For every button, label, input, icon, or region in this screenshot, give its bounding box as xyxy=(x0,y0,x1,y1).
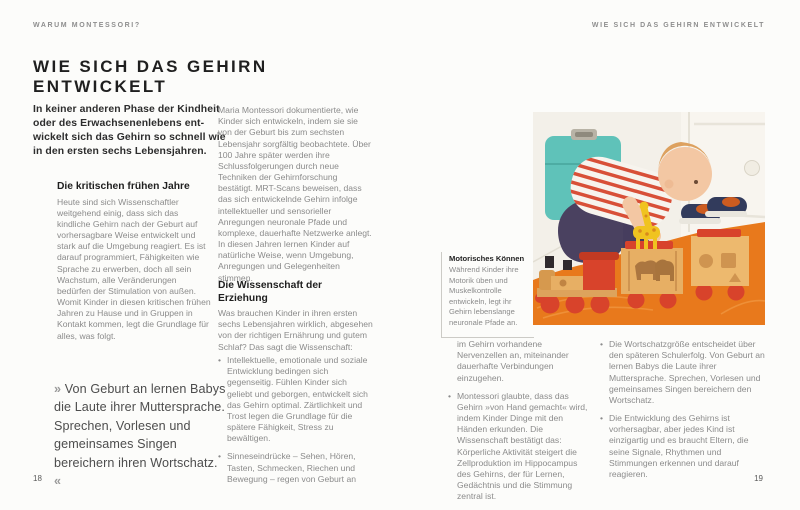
photo-caption xyxy=(441,252,534,338)
running-head-left: WARUM MONTESSORI? xyxy=(33,22,141,29)
hand-made-brain-bullet: • Montessori glaubte, dass das Gehirn »von Hand gemacht« wird, indem Kinder Dinge mit den Händen erkunden. Die Wissenschaft bestätigt das: Körperliche Aktivität steigert die Zellproduktion im Hippocampus des Gehirns, der für Lernen, Gedächtnis und die Stimmung zentral ist. xyxy=(448,391,588,503)
page-number-left: 18 xyxy=(33,474,42,483)
shape-cutout-circle xyxy=(699,254,713,268)
shape-cutout-square xyxy=(721,253,736,268)
development-bullet: • Die Entwicklung des Gehirns ist vorhersagbar, aber jedes Kind ist einzigartig und es braucht Eltern, die seine Signale, Rhythmen und Stimmungen erkennen und darauf reagieren. xyxy=(600,413,770,480)
baby-eye xyxy=(694,180,698,184)
locomotive-cab xyxy=(583,258,615,290)
dresser-knob xyxy=(745,161,760,176)
baby-ear xyxy=(665,180,674,189)
page-number-right: 19 xyxy=(754,474,763,483)
science-bullet-list xyxy=(218,355,373,492)
science-bullet-2: • Sinneseindrücke – Sehen, Hören, Tasten, Schmecken, Riechen und Bewegung – regen von Geburt an xyxy=(218,451,373,485)
page-right xyxy=(400,0,800,510)
photo-illustration xyxy=(533,112,765,325)
column-four-bullets xyxy=(600,339,770,480)
intro-paragraph: In keiner anderen Phase der Kindheit oder des Erwachsenenlebens entwickelt sich das Gehirn so schnell wie in den ersten sechs Lebensjahren. xyxy=(33,104,226,157)
pull-quote xyxy=(54,380,226,490)
heading-science-line2: Erziehung xyxy=(218,292,268,304)
column-three-bullets xyxy=(448,391,588,503)
column-four xyxy=(600,339,770,487)
column-critical-years xyxy=(57,181,212,342)
page-title-line1: WIE SICH DAS GEHIRN xyxy=(33,57,268,76)
column-three xyxy=(448,339,588,509)
heading-critical-years: Die kritischen frühen Jahre xyxy=(57,181,190,192)
vocabulary-bullet: • Die Wortschatzgröße entscheidet über den späteren Schulerfolg. Von Geburt an lernen Babys die Laute ihrer Muttersprache. Sprechen, Vorlesen und gemeinsames Singen bereichern den Wortschatz. xyxy=(600,339,770,406)
science-bullet-1: • Intellektuelle, emotionale und soziale Entwicklung bedingen sich gegenseitig. Fühlen Kinder sich geliebt und geborgen, entwickelt sich das Gehirn optimal. Zärtlichkeit und Trost legen die Grundlage für die spätere Fähigkeit, Stress zu bewältigen. xyxy=(218,355,373,444)
running-head-right: WIE SICH DAS GEHIRN ENTWICKELT xyxy=(591,22,765,29)
page-title-line2: ENTWICKELT xyxy=(33,77,168,97)
wooden-peg xyxy=(563,260,572,270)
critical-years-body: Heute sind sich Wissenschaftler weitgehend einig, dass sich das kindliche Gehirn nach der Geburt auf vorhersagbare Weise entwickelt und stark auf die Umgebung reagiert. Es ist darauf programmiert, Fähigkeiten wie Sprache zu erwerben, doch all sein Wachstum, alle Veränderungen bedürfen der Stimulation von außen. Womit Kinder in diesen kritischen frühen Jahren zu Hause und in Gruppen in Kontakt kommen, legt die Grundlage für alles, was folgt. xyxy=(57,196,211,341)
science-intro-paragraph: Was brauchen Kinder in ihren ersten sechs Lebensjahren wirklich, abgesehen von der richtigen Ernährung und gutem Schlaf? Das sagt die Wissenschaft: xyxy=(218,308,373,352)
quote-close-mark: « xyxy=(54,473,62,488)
quote-open-mark: » xyxy=(54,382,62,396)
heading-science-of-education xyxy=(218,280,373,305)
caption-body: Während Kinder ihre Motorik üben und Muskelkontrolle entwickeln, legt ihr Gehirn lebenslange neuronale Pfade an. xyxy=(449,265,519,327)
baby-head xyxy=(658,147,712,201)
quote-text: Von Geburt an lernen Babys die Laute ihrer Muttersprache. Sprechen, Vorlesen und gemeinsames Singen bereichern ihren Wortschatz. xyxy=(54,382,226,470)
caption-title: Motorisches Können xyxy=(449,254,525,263)
montessori-paragraph: Maria Montessori dokumentierte, wie Kinder sich entwickeln, indem sie sie von der Geburt bis zum sechsten Lebensjahr sorgfältig beobachtete. Über 100 Jahre später werden ihre Schlussfolgerungen durch neue Techniken der Gehirnforschung bestätigt. MRT-Scans beweisen, dass das sich entwickelnde Gehirn infolge intellektueller und sensorieller Anregungen neuronale Pfade und komplexe, dauerhafte Netzwerke anlegt. In diesen Jahren lernen Kinder auf natürliche Weise, wenn Umgebung, Anregungen und Gelegenheiten stimmen. xyxy=(218,105,372,283)
photo-baby-with-train xyxy=(533,112,765,325)
wooden-peg xyxy=(545,256,554,268)
page-title xyxy=(33,57,268,98)
continuation-paragraph: im Gehirn vorhandene Nervenzellen an, miteinander dauerhafte Verbindungen einzugehen. xyxy=(457,339,569,383)
heading-science-line1: Die Wissenschaft der xyxy=(218,280,323,291)
